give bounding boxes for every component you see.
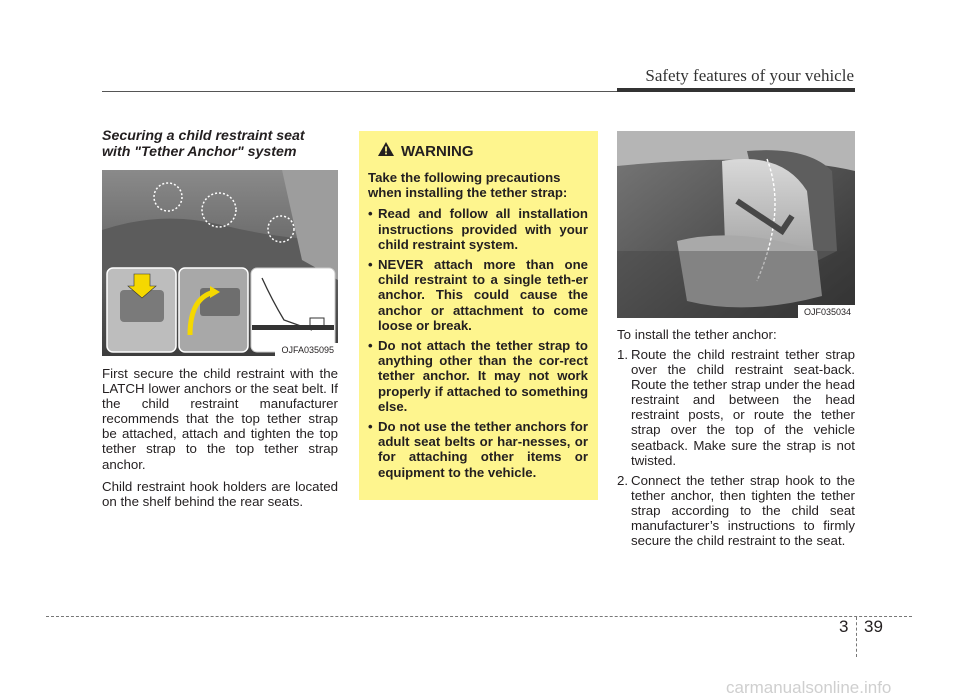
- procedure-intro: To install the tether anchor:: [617, 327, 777, 342]
- section-number: 3: [839, 617, 849, 636]
- section-heading-line1: Securing a child restraint seat: [102, 128, 305, 144]
- warning-title: WARNING: [401, 143, 474, 160]
- footer-rule: [46, 616, 912, 617]
- rear-shelf-illustration: [102, 170, 338, 356]
- header-rule-accent: [617, 88, 855, 92]
- watermark: carmanualsonline.info: [726, 678, 892, 697]
- procedure-step: 1. Route the child restraint tether strap over the child restraint seat-back. Route the tether strap under the head restraint and between the head restraint posts, or route the tether strap over the top of the vehicle seatback. Make sure the strap is not twisted.: [617, 347, 855, 468]
- image-caption: OJF035034: [798, 305, 855, 318]
- procedure-steps: [617, 347, 855, 548]
- child-seat-photo: [617, 131, 855, 318]
- body-paragraph: First secure the child restraint with the LATCH lower anchors or the seat belt. If the child restraint manufacturer recommends that the top tether strap be attached, attach and tighten the top tether strap to the top tether strap anchor.: [102, 366, 338, 472]
- warning-intro: Take the following precautions when installing the tether strap:: [368, 170, 568, 201]
- warning-box: [359, 131, 598, 500]
- section-heading-line2: with "Tether Anchor" system: [102, 144, 297, 160]
- warning-header: [377, 141, 588, 162]
- page-number-value: 39: [864, 617, 883, 636]
- warning-item: • Do not attach the tether strap to anything other than the cor-rect tether anchor. It may not work properly if attached to something else.: [368, 338, 588, 414]
- header-title: Safety features of your vehicle: [645, 66, 854, 85]
- rear-shelf-photo: [102, 170, 338, 356]
- child-seat-illustration: [617, 131, 855, 318]
- warning-list: [368, 206, 588, 479]
- section-heading: [102, 128, 338, 160]
- left-column: [102, 128, 338, 509]
- warning-item: • Do not use the tether anchors for adult seat belts or har-nesses, or for attaching other items or equipment to the vehicle.: [368, 419, 588, 480]
- right-column: [617, 131, 855, 553]
- warning-item: • Read and follow all installation instructions provided with your child restraint system.: [368, 206, 588, 252]
- image-caption: OJFA035095: [275, 343, 338, 356]
- body-paragraph: Child restraint hook holders are located on the shelf behind the rear seats.: [102, 478, 338, 509]
- procedure-step: 2. Connect the tether strap hook to the tether anchor, then tighten the tether strap according to the child seat manufacturer’s instructions to firmly secure the child restraint to the seat.: [617, 472, 855, 549]
- warning-triangle-icon: [377, 141, 395, 162]
- warning-item: • NEVER attach more than one child restraint to a single teth-er anchor. This could cause the anchor or attachment to come loose or break.: [368, 257, 588, 333]
- page-number-divider: [856, 617, 858, 657]
- page-number: [839, 617, 883, 657]
